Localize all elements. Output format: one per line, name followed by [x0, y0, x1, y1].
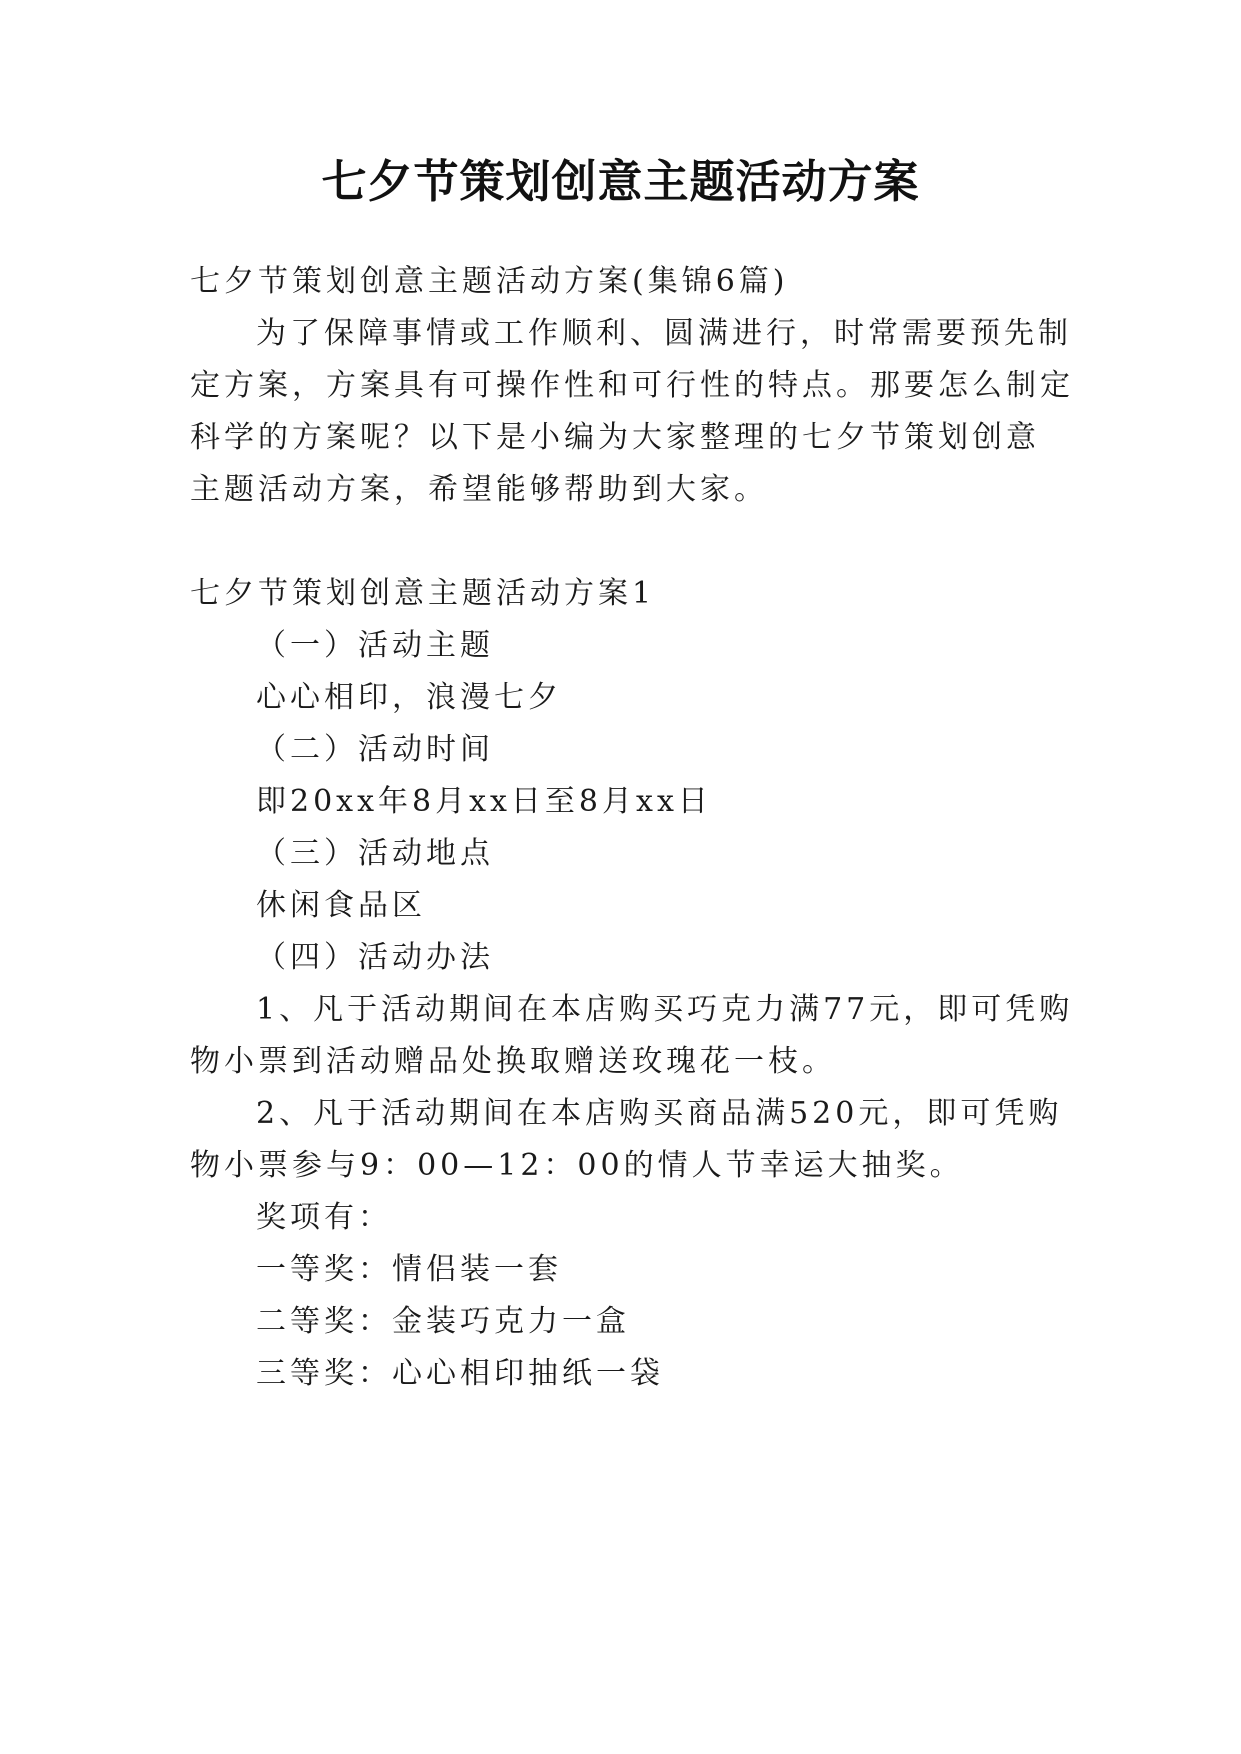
place-text: 休闲食品区 [256, 888, 426, 923]
method-line: 2、凡于活动期间在本店购买商品满520元，即可凭购 [256, 1096, 1063, 1131]
prize-item: 三等奖：心心相印抽纸一袋 [256, 1356, 664, 1391]
method-line: 1、凡于活动期间在本店购买巧克力满77元，即可凭购 [256, 992, 1074, 1027]
method-line: 物小票参与9：00—12：00的情人节幸运大抽奖。 [190, 1148, 964, 1183]
intro-line: 主题活动方案，希望能够帮助到大家。 [190, 472, 768, 507]
theme-heading: （一）活动主题 [256, 628, 494, 663]
prizes-heading: 奖项有： [256, 1200, 392, 1235]
intro-line: 定方案，方案具有可操作性和可行性的特点。那要怎么制定 [190, 368, 1074, 403]
place-heading: （三）活动地点 [256, 836, 494, 871]
prize-item: 二等奖：金装巧克力一盒 [256, 1304, 630, 1339]
time-text: 即20xx年8月xx日至8月xx日 [256, 784, 712, 819]
method-heading: （四）活动办法 [256, 940, 494, 975]
intro-line: 科学的方案呢？以下是小编为大家整理的七夕节策划创意 [190, 420, 1040, 455]
section-heading: 七夕节策划创意主题活动方案1 [190, 576, 656, 611]
method-line: 物小票到活动赠品处换取赠送玫瑰花一枝。 [190, 1044, 836, 1079]
theme-text: 心心相印，浪漫七夕 [256, 680, 562, 715]
document-subtitle: 七夕节策划创意主题活动方案(集锦6篇) [190, 264, 789, 299]
document-title: 七夕节策划创意主题活动方案 [321, 155, 920, 208]
time-heading: （二）活动时间 [256, 732, 494, 767]
intro-line: 为了保障事情或工作顺利、圆满进行，时常需要预先制 [256, 316, 1072, 351]
prize-item: 一等奖：情侣装一套 [256, 1252, 562, 1287]
